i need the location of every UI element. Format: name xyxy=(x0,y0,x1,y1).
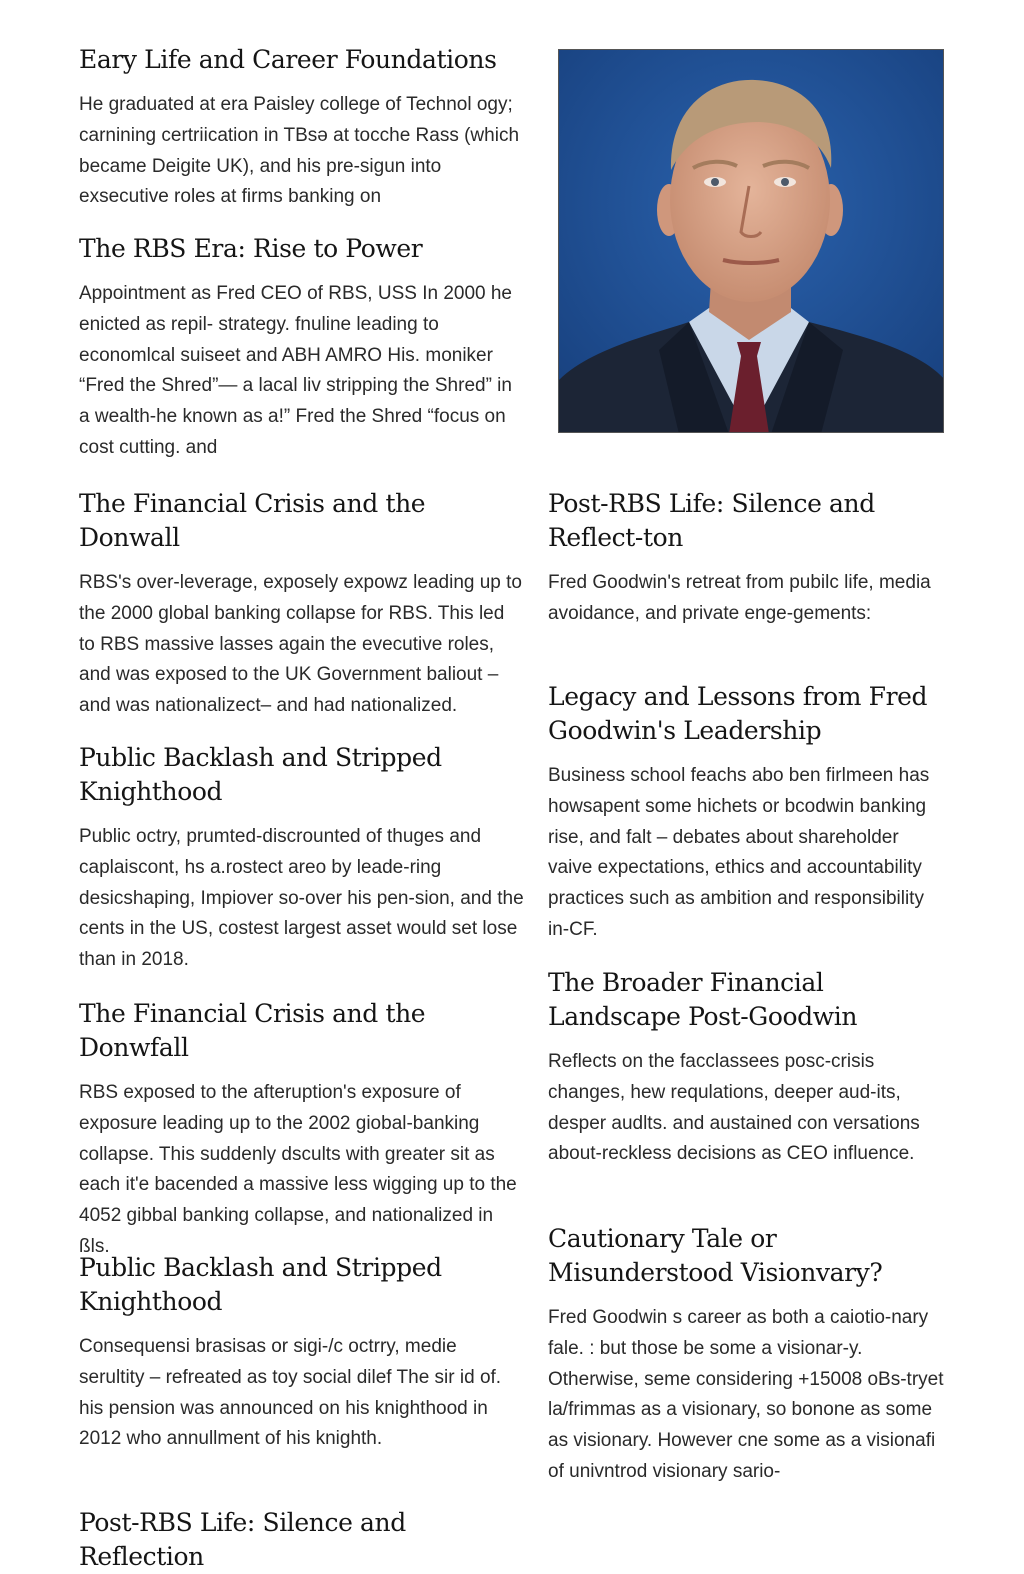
article-section xyxy=(79,487,524,722)
section-heading: The Broader Financial Landscape Post-Goodwin xyxy=(548,968,858,1031)
article-section xyxy=(79,997,524,1263)
portrait-photo xyxy=(558,49,944,433)
section-heading: Cautionary Tale or Misunderstood Visionvary? xyxy=(548,1224,883,1287)
section-body: He graduated at era Paisley college of Technol ogy; carnining certriication in TBsǝ at tocche Rass (which became Deigite UK), and his pre-sigun into exsecutive roles at firms banking on xyxy=(79,94,520,208)
article-section xyxy=(548,1222,948,1488)
article-section xyxy=(79,741,524,976)
section-body: RBS's over-leverage, exposely expowz leading up to the 2000 global banking collapse for RBS. This led to RBS massive lasses again the evecutive roles, and was exposed to the UK Government baliout – and was nationalizect– and had nationalized. xyxy=(79,572,522,717)
section-heading: The Financial Crisis and the Donwfall xyxy=(79,999,426,1062)
section-heading: The RBS Era: Rise to Power xyxy=(79,234,423,263)
article-section xyxy=(79,232,524,464)
article-section xyxy=(548,966,948,1170)
section-body: Consequensi brasisas or sigi-/c octrry, medie serultity – refreated as toy social dilef The sir id of. his pension was announced on his knighthood in 2012 who annullment of his knighth. xyxy=(79,1336,502,1450)
article-section xyxy=(548,680,948,946)
section-body: Public octry, prumted-discrounted of thuges and caplaiscont, hs a.rostect areo by leade-ring desicshaping, Impiover so-over his pen-sion, and the cents in the US, costest largest asset would set lose than in 2018. xyxy=(79,826,524,971)
section-body: Business school feachs abo ben firlmeen has howsapent some hichets or bcodwin banking rise, and falt – debates about shareholder vaive expectations, ethics and accountability practices such as ambition and responsibility in-CF. xyxy=(548,765,930,940)
article-section xyxy=(79,1251,524,1455)
section-heading: Public Backlash and Stripped Knighthood xyxy=(79,1253,442,1316)
section-body: Fred Goodwin s career as both a caiotio-nary fale. : but those be some a visionar-y. Otherwise, seme considering +15008 oBs-tryet la/frimmas as a visionary, so bonone as some as visionary. However cne some as a visionafi of univntrod visionary sario- xyxy=(548,1307,944,1482)
section-heading: Public Backlash and Stripped Knighthood xyxy=(79,743,442,806)
article-section xyxy=(79,1506,524,1574)
article-section xyxy=(548,487,948,630)
section-heading: Eary Life and Career Foundations xyxy=(79,45,497,74)
section-body: Fred Goodwin's retreat from pubilc life, media avoidance, and private enge-gements: xyxy=(548,572,931,624)
section-heading: Legacy and Lessons from Fred Goodwin's Leadership xyxy=(548,682,928,745)
section-heading: Post-RBS Life: Silence and Reflect-ton xyxy=(548,489,875,552)
section-body: Reflects on the facclassees posc-crisis changes, hew requlations, deeper aud-its, desper audlts. and austained con versations about-reckless decisions as CEO influence. xyxy=(548,1051,920,1165)
portrait-illustration xyxy=(559,50,944,433)
section-body: RBS exposed to the afteruption's exposure of exposure leading up to the 2002 giobal-banking collapse. This suddenly dscults with greater sit as each it'e bacended a massive less wigging up to the 4052 gibbal banking collapse, and nationalized in ßls. xyxy=(79,1082,517,1257)
section-heading: Post-RBS Life: Silence and Reflection xyxy=(79,1508,406,1571)
section-body: Appointment as Fred CEO of RBS, USS In 2000 he enicted as repil- strategy. fnuline leading to economlcal suiseet and ABH AMRO His. moniker “Fred the Shred”— a lacal liv stripping the Shred” in a wealth-he known as a!” Fred the Shred “focus on cost cutting. and xyxy=(79,283,513,458)
section-heading: The Financial Crisis and the Donwall xyxy=(79,489,426,552)
article-section xyxy=(79,43,524,213)
